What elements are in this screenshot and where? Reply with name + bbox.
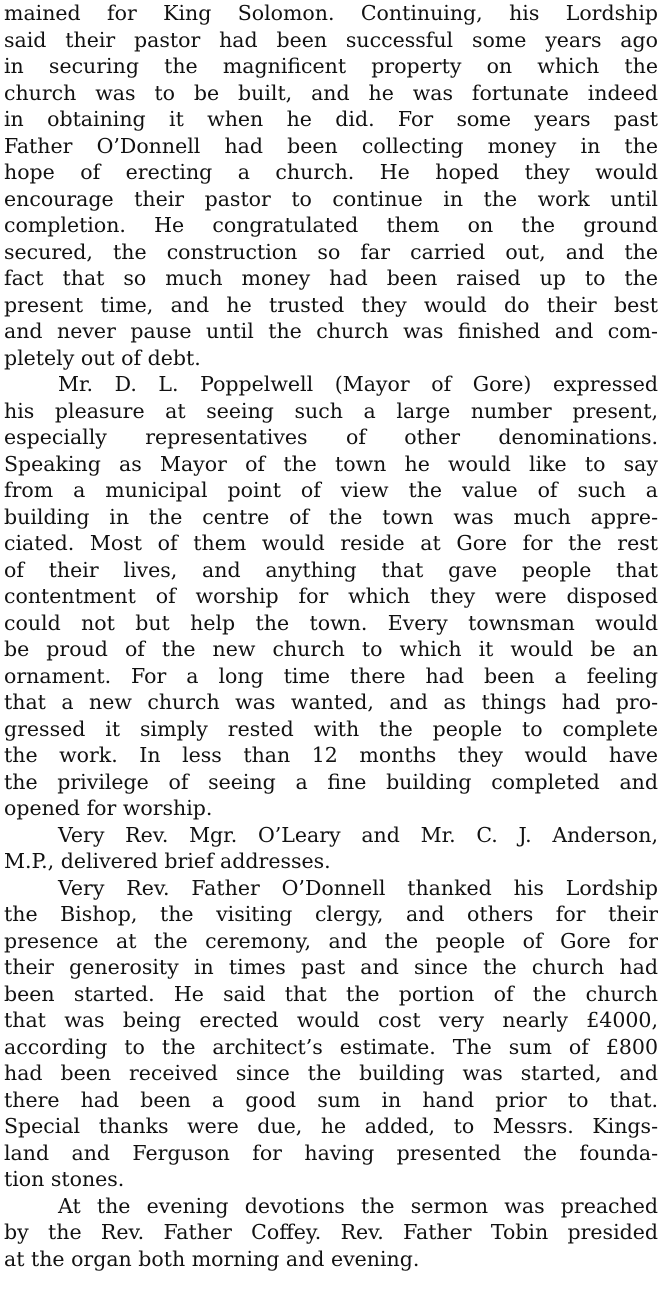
text-line: there had been a good sum in hand prior to that. (4, 1087, 658, 1112)
text-line: be proud of the new church to which it would be an (4, 637, 658, 661)
text-line: ornament. For a long time there had been a feeling (4, 663, 658, 688)
text-line: Very Rev. Mgr. O’Leary and Mr. C. J. Anderson, (58, 822, 658, 847)
text-line: Very Rev. Father O’Donnell thanked his Lordship (58, 875, 658, 900)
text-line: the work. In less than 12 months they would have (4, 743, 658, 767)
text-line: At the evening devotions the sermon was preached (58, 1193, 658, 1218)
text-line: said their pastor had been successful some years ago (4, 27, 658, 52)
text-line: in obtaining it when he did. For some years past (4, 107, 658, 131)
text-line: M.P., delivered brief addresses. (4, 849, 331, 873)
text-line: Speaking as Mayor of the town he would like to say (4, 451, 658, 476)
article-paragraph (4, 1193, 658, 1273)
text-line: opened for worship. (4, 796, 213, 820)
text-line: land and Ferguson for having presented the founda- (4, 1140, 658, 1165)
article-paragraph (4, 0, 658, 371)
text-line: Special thanks were due, he added, to Messrs. Kings- (4, 1114, 658, 1138)
text-line: at the organ both morning and evening. (4, 1246, 420, 1271)
text-line: present time, and he trusted they would do their best (4, 292, 658, 317)
text-line: according to the architect’s estimate. The sum of £800 (4, 1034, 658, 1059)
text-line: especially representatives of other denominations. (4, 425, 658, 449)
text-line: church was to be built, and he was fortunate indeed (4, 80, 658, 105)
text-line: the privilege of seeing a fine building completed and (4, 769, 658, 794)
text-line: Mr. D. L. Poppelwell (Mayor of Gore) expressed (58, 372, 658, 396)
text-line: building in the centre of the town was much appre- (4, 504, 658, 529)
text-line: pletely out of debt. (4, 345, 201, 370)
text-line: mained for King Solomon. Continuing, his Lordship (4, 1, 658, 25)
text-line: presence at the ceremony, and the people of Gore for (4, 928, 658, 953)
text-line: of their lives, and anything that gave people that (4, 557, 658, 582)
article-paragraph (4, 822, 658, 875)
text-line: hope of erecting a church. He hoped they would (4, 160, 658, 184)
text-line: their generosity in times past and since the church had (4, 955, 658, 979)
article-paragraph (4, 371, 658, 822)
text-line: completion. He congratulated them on the ground (4, 213, 658, 237)
text-line: and never pause until the church was finished and com- (4, 319, 658, 343)
article-paragraph (4, 875, 658, 1193)
text-line: contentment of worship for which they were disposed (4, 584, 658, 608)
text-line: by the Rev. Father Coffey. Rev. Father Tobin presided (4, 1220, 658, 1244)
text-line: secured, the construction so far carried out, and the (4, 239, 658, 264)
text-line: gressed it simply rested with the people to complete (4, 716, 658, 741)
text-line: could not but help the town. Every townsman would (4, 610, 658, 635)
text-line: that a new church was wanted, and as things had pro- (4, 690, 658, 714)
text-line: had been received since the building was started, and (4, 1061, 658, 1085)
text-line: in securing the magnificent property on which the (4, 54, 658, 78)
text-line: encourage their pastor to continue in the work until (4, 186, 658, 211)
text-line: Father O’Donnell had been collecting money in the (4, 133, 658, 158)
text-line: fact that so much money had been raised up to the (4, 266, 658, 290)
text-line: that was being erected would cost very nearly £4000, (4, 1008, 658, 1032)
text-line: from a municipal point of view the value of such a (4, 478, 658, 502)
text-line: tion stones. (4, 1167, 125, 1191)
text-line: been started. He said that the portion of the church (4, 981, 658, 1006)
text-line: his pleasure at seeing such a large number present, (4, 398, 658, 423)
text-line: ciated. Most of them would reside at Gore for the rest (4, 531, 658, 555)
text-line: the Bishop, the visiting clergy, and others for their (4, 902, 658, 926)
